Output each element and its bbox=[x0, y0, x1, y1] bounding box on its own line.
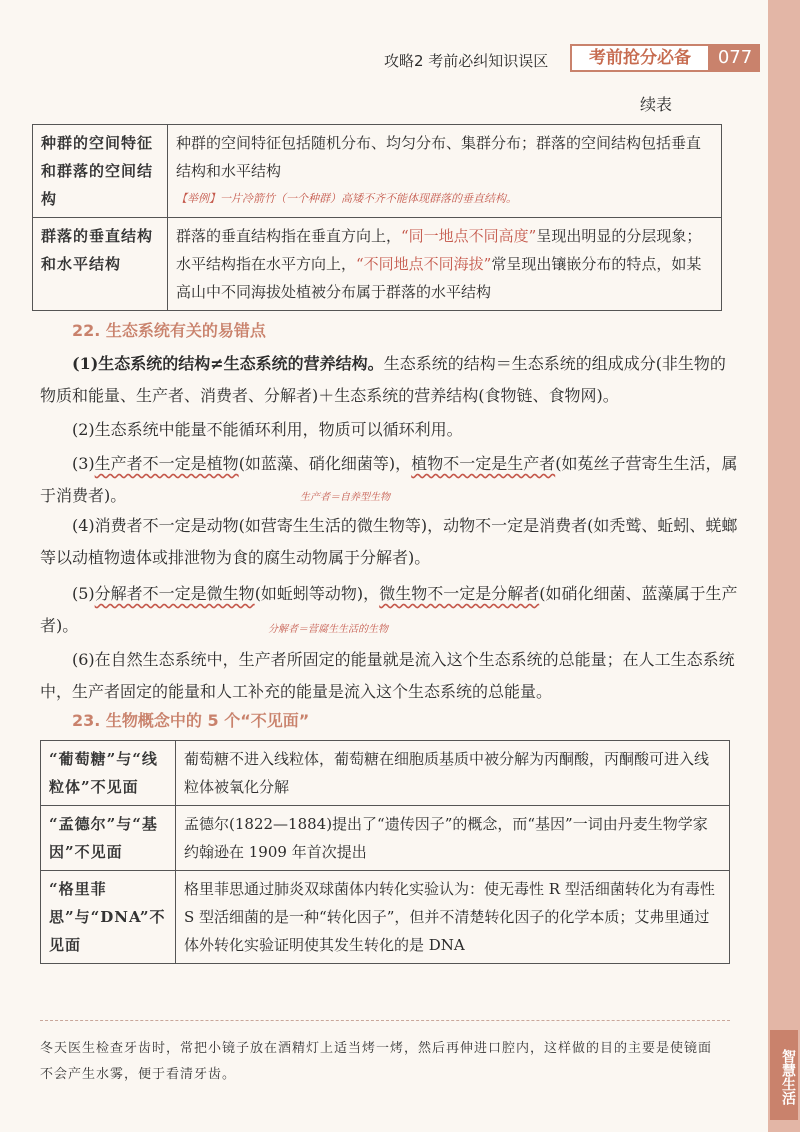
row-label: “葡萄糖”与“线粒体”不见面 bbox=[41, 741, 176, 806]
section-title: 攻略2 考前必纠知识误区 bbox=[384, 52, 549, 70]
table-row bbox=[41, 871, 730, 964]
page-number: 077 bbox=[710, 44, 760, 72]
paragraph-1: (1)生态系统的结构≠生态系统的营养结构。生态系统的结构＝生态系统的组成成分(非生物的物质和能量、生产者、消费者、分解者)＋生态系统的营养结构(食物链、食物网)。 bbox=[40, 354, 726, 405]
table-row bbox=[41, 741, 730, 806]
row-text: 群落的垂直结构指在垂直方向上，“同一地点不同高度”呈现出明显的分层现象；水平结构指在水平方向上，“不同地点不同海拔”常呈现出镶嵌分布的特点，如某高山中不同海拔处植被分布属于群落的水平结构 bbox=[168, 218, 722, 311]
page-header bbox=[0, 44, 770, 76]
row-text-body: 种群的空间特征包括随机分布、均匀分布、集群分布；群落的空间结构包括垂直结构和水平结构 bbox=[176, 134, 702, 180]
side-tab: 智慧生活 bbox=[770, 1030, 798, 1120]
section-23-title: 23. 生物概念中的 5 个“不见面” bbox=[72, 711, 310, 730]
footer-divider bbox=[40, 1020, 730, 1021]
row-text: 孟德尔(1822—1884)提出了“遗传因子”的概念，而“基因”一词由丹麦生物学家约翰逊在 1909 年首次提出 bbox=[176, 806, 730, 871]
right-margin-band bbox=[768, 0, 800, 1132]
paragraph-4: (4)消费者不一定是动物(如营寄生生活的微生物等)，动物不一定是消费者(如秃鹫、蚯蚓、蜣螂等以动植物遗体或排泄物为食的腐生动物属于分解者)。 bbox=[40, 516, 738, 567]
handwritten-note: 分解者＝营腐生生活的生物 bbox=[268, 624, 388, 635]
header-tag: 考前抢分必备 bbox=[570, 44, 710, 72]
paragraph-6: (6)在自然生态系统中，生产者所固定的能量就是流入这个生态系统的总能量；在人工生态系统中，生产者固定的能量和人工补充的能量是流入这个生态系统的总能量。 bbox=[40, 650, 735, 701]
paragraph-5: (5)分解者不一定是微生物(如蚯蚓等动物)，微生物不一定是分解者(如硝化细菌、蓝藻属于生产者)。 bbox=[40, 584, 738, 635]
table-row bbox=[33, 125, 722, 218]
row-label: 群落的垂直结构和水平结构 bbox=[33, 218, 168, 311]
table-five-not-meet bbox=[40, 740, 730, 964]
row-text bbox=[168, 125, 722, 218]
handwritten-note: 生产者＝自养型生物 bbox=[300, 492, 390, 503]
row-label: “格里菲思”与“DNA”不见面 bbox=[41, 871, 176, 964]
paragraph-3: (3)生产者不一定是植物(如蓝藻、硝化细菌等)，植物不一定是生产者(如菟丝子营寄生生活，属于消费者)。 bbox=[40, 454, 738, 505]
continued-label: 续表 bbox=[640, 95, 673, 114]
handwritten-note: 【举例】一片冷箭竹（一个种群）高矮不齐不能体现群落的垂直结构。 bbox=[176, 192, 517, 205]
row-label: “孟德尔”与“基因”不见面 bbox=[41, 806, 176, 871]
table-row bbox=[41, 806, 730, 871]
table-continued bbox=[32, 124, 722, 311]
section-22-title: 22. 生态系统有关的易错点 bbox=[72, 321, 266, 340]
row-text: 葡萄糖不进入线粒体，葡萄糖在细胞质基质中被分解为丙酮酸，丙酮酸可进入线粒体被氧化分解 bbox=[176, 741, 730, 806]
footer-tip: 冬天医生检查牙齿时，常把小镜子放在酒精灯上适当烤一烤，然后再伸进口腔内，这样做的目的主要是使镜面不会产生水雾，便于看清牙齿。 bbox=[40, 1041, 713, 1082]
row-text: 格里菲思通过肺炎双球菌体内转化实验认为：使无毒性 R 型活细菌转化为有毒性 S 型活细菌的是一种“转化因子”，但并不清楚转化因子的化学本质；艾弗里通过体外转化实验证明使其发生转化的是 DNA bbox=[176, 871, 730, 964]
table-row bbox=[33, 218, 722, 311]
row-label: 种群的空间特征和群落的空间结构 bbox=[33, 125, 168, 218]
paragraph-2: (2)生态系统中能量不能循环利用，物质可以循环利用。 bbox=[72, 420, 463, 439]
